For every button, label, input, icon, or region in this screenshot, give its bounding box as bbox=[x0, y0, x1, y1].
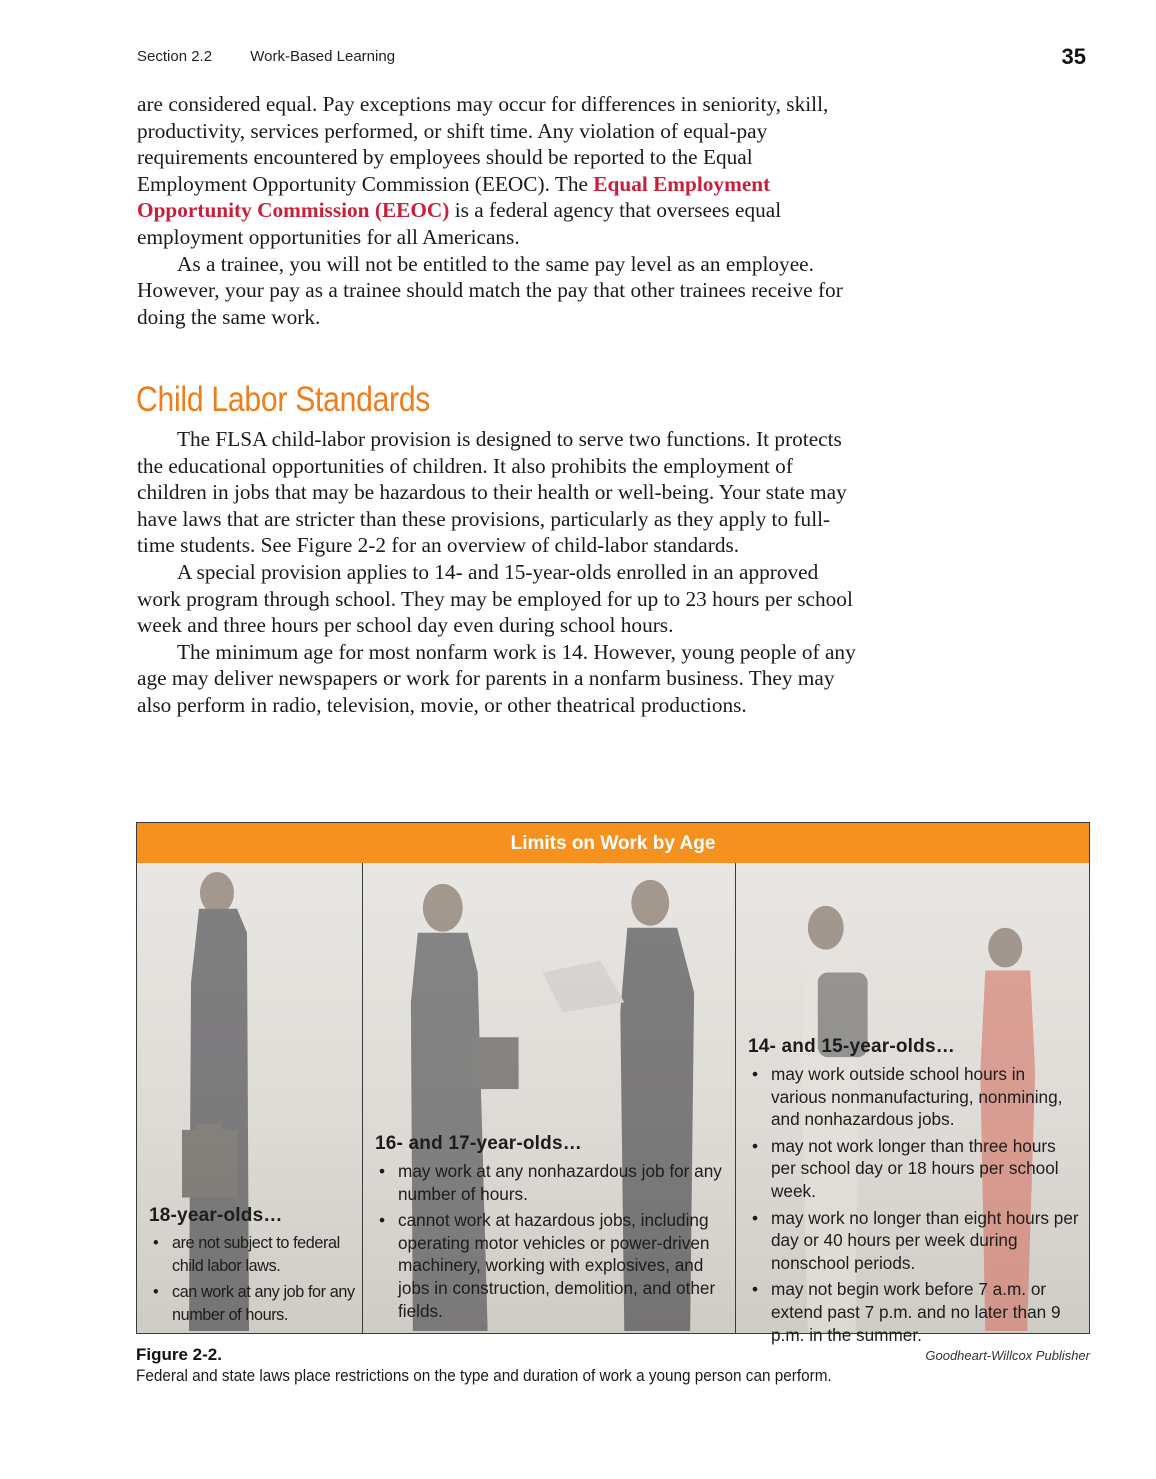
panel-16-17-year-olds bbox=[362, 863, 735, 1333]
list-item: • may not work longer than three hours per school day or 18 hours per school week. bbox=[748, 1135, 1083, 1203]
group-16-17-text bbox=[375, 1133, 730, 1326]
running-header bbox=[137, 48, 429, 65]
panel-14-15-year-olds bbox=[735, 863, 1089, 1345]
group-heading: 14- and 15-year-olds… bbox=[748, 1036, 955, 1057]
group-14-15-text bbox=[748, 1036, 1083, 1350]
section-number: Section 2.2 bbox=[137, 48, 213, 65]
list-item: • cannot work at hazardous jobs, including operating motor vehicles or power-driven machinery, working with explosives, and jobs in construction, demolition, and other fields. bbox=[375, 1209, 730, 1322]
group-heading: 16- and 17-year-olds… bbox=[375, 1133, 582, 1154]
figure-credit: Goodheart-Willcox Publisher bbox=[925, 1348, 1090, 1363]
figure-title: Limits on Work by Age bbox=[137, 823, 1089, 864]
figure-label: Figure 2-2. bbox=[136, 1345, 222, 1364]
body-text-top bbox=[137, 91, 857, 330]
figure-caption bbox=[136, 1345, 1090, 1386]
paragraph-special-provision: A special provision applies to 14- and 15-year-olds enrolled in an approved work program through school. They may be employed for up to 23 hours per school week and three hours per school day even during school hours. bbox=[137, 559, 853, 638]
panel-18-year-olds bbox=[137, 863, 362, 1333]
list-item: • can work at any job for any number of hours. bbox=[149, 1281, 359, 1326]
section-heading: Child Labor Standards bbox=[136, 380, 431, 419]
list-item: • may work no longer than eight hours per day or 40 hours per week during nonschool periods. bbox=[748, 1207, 1083, 1275]
figure-limits-on-work bbox=[136, 822, 1090, 1345]
list-item: • may work outside school hours in various nonmanufacturing, nonmining, and nonhazardous jobs. bbox=[748, 1063, 1083, 1131]
list-item: • are not subject to federal child labor laws. bbox=[149, 1232, 359, 1277]
section-title: Work-Based Learning bbox=[250, 48, 396, 65]
group-heading: 18-year-olds… bbox=[149, 1205, 283, 1226]
page-number: 35 bbox=[1061, 44, 1086, 69]
group-18-text bbox=[149, 1205, 359, 1330]
paragraph-minimum-age: The minimum age for most nonfarm work is 14. However, young people of any age may deliver newspapers or work for parents in a nonfarm business. They may also perform in radio, television, movie, or other theatrical productions. bbox=[137, 639, 856, 717]
paragraph-equal-pay: are considered equal. Pay exceptions may occur for differences in seniority, skill, productivity, services performed, or shift time. Any violation of equal-pay requirements encountered by employees should be reported to the Equal Employment Opportunity Commission (EEOC). The Equal Employment Opportunity Commission (EEOC) is a federal agency that oversees equal employment opportunities for all Americans. bbox=[137, 92, 829, 249]
paragraph-flsa: The FLSA child-labor provision is designed to serve two functions. It protects the educational opportunities of children. It also prohibits the employment of children in jobs that may be hazardous to their health or well-being. Your state may have laws that are stricter than these provisions, particularly as they apply to full-time students. See Figure 2-2 for an overview of child-labor standards. bbox=[137, 427, 847, 558]
paragraph-trainee-pay: As a trainee, you will not be entitled to the same pay level as an employee. However, your pay as a trainee should match the pay that other trainees receive for doing the same work. bbox=[137, 251, 843, 329]
figure-caption-text: Federal and state laws place restrictions on the type and duration of work a young person can perform. bbox=[136, 1366, 832, 1385]
list-item: • may not begin work before 7 a.m. or extend past 7 p.m. and no later than 9 p.m. in the summer. bbox=[748, 1278, 1083, 1346]
key-term-eeoc[interactable]: Equal Employment Opportunity Commission (EEOC) bbox=[137, 171, 771, 223]
list-item: • may work at any nonhazardous job for any number of hours. bbox=[375, 1160, 730, 1205]
body-text-child-labor bbox=[137, 426, 857, 719]
